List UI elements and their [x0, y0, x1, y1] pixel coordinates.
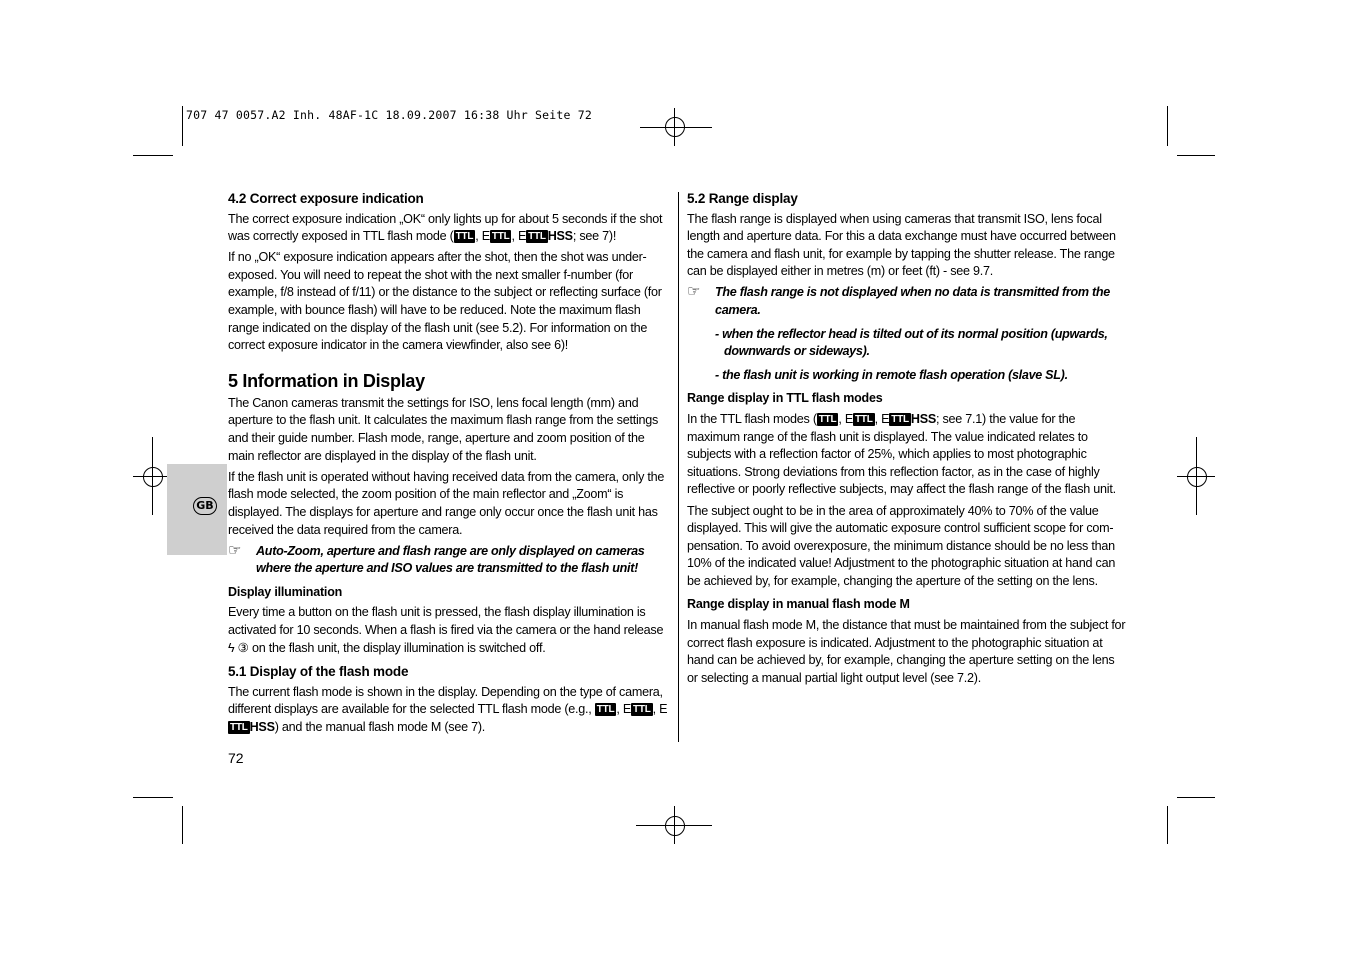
ttl-badge-icon: TTL	[528, 231, 546, 243]
note: ☞ The flash range is not displayed when no data is transmitted from the camera.	[687, 283, 1110, 318]
note: ☞ Auto-Zoom, aperture and flash range are only displayed on cameras where the aperture and ISO values are transmitted to the flash unit!	[228, 541, 645, 576]
language-badge: GB	[193, 497, 217, 515]
section-heading: 5.2 Range display	[687, 191, 798, 206]
ttl-badge-icon: TTL	[455, 231, 474, 243]
registration-mark-icon	[143, 467, 163, 487]
paragraph: If the flash unit is operated without having received data from the camera, only the flash mode selected, the zoom position of the main reflector and „Zoom“ is displayed. The displays for aperture and range only occur once the flash unit has received the data required from the camera.	[228, 469, 665, 537]
left-column	[228, 190, 672, 740]
paragraph: The subject ought to be in the area of approximately 40% to 70% of the value displayed. This will give the automatic exposure control sufficient scope for com-pensation. To avoid overexposure, the minimum distance should be no less than 10% of the indicated value! Adjustment to the photographic situation at hand can be achieved by, for example, changing the aperture of the setting on the lens.	[687, 503, 1116, 588]
paragraph: The current flash mode is shown in the display. Depending on the type of camera, different displays are available for the selected TTL flash mode (e.g., TTL , E TTL , ETTL HSS) and the manual flash mode M (see 7).	[228, 684, 668, 734]
ttl-badge-icon: TTL	[818, 414, 837, 426]
note-list-item: - the flash unit is working in remote flash operation (slave SL).	[715, 367, 1068, 382]
circled-number-icon: ③	[237, 640, 249, 655]
ttl-badge-icon: TTL	[596, 704, 615, 716]
pointing-hand-icon: ☞	[687, 283, 701, 301]
column-divider	[678, 192, 679, 742]
page-number: 72	[228, 750, 244, 766]
paragraph: Every time a button on the flash unit is pressed, the flash display illumination is activated for 10 seconds. When a flash is fired via the camera or the hand release ϟ ③ on the flash unit, the display illumination is switched off.	[228, 605, 664, 655]
crop-mark	[133, 155, 173, 156]
chapter-heading: 5 Information in Display	[228, 370, 425, 391]
crop-mark	[1167, 806, 1168, 844]
crop-mark	[1167, 106, 1168, 146]
registration-mark-icon	[665, 816, 685, 836]
ttl-badge-icon: TTL	[855, 414, 873, 426]
pointing-hand-icon: ☞	[228, 541, 242, 559]
paragraph: The correct exposure indication „OK“ only lights up for about 5 seconds if the shot was correctly exposed in TTL flash mode ( TTL , E TTL , E TTL HSS; see 7)!	[228, 211, 663, 244]
registration-mark-icon	[1187, 467, 1207, 487]
ttl-badge-icon: TTL	[891, 414, 909, 426]
ttl-badge-icon: TTL	[633, 704, 651, 716]
section-heading: 5.1 Display of the flash mode	[228, 664, 409, 680]
section-heading: 4.2 Correct exposure indication	[228, 191, 424, 206]
crop-mark	[182, 806, 183, 844]
paragraph: In manual flash mode M, the distance that must be maintained from the subject for correct flash exposure is indicated. Adjustment to the photographic situation at hand can be achieved by, for example, changing the aperture setting on the lens or selecting a manual partial light output level (see 7.2).	[687, 618, 1126, 685]
subsection-heading: Range display in TTL flash modes	[687, 391, 883, 406]
ttl-badge-icon: TTL	[230, 721, 248, 733]
paragraph: If no „OK“ exposure indication appears after the shot, then the shot was under-exposed. You will need to repeat the shot with the next smaller f-number (for example, f/8 instead of f/11) or the distance to the subject or reflecting surface (for example, with bounce flash) will have to be reduced. Note the maximum flash range indicated on the display of the flash unit (see 5.2). For information on the correct exposure indicator in the camera viewfinder, also see 6)!	[228, 250, 662, 353]
print-slug: 707 47 0057.A2 Inh. 48AF-1C 18.09.2007 16:38 Uhr Seite 72	[186, 108, 593, 122]
flash-bolt-icon: ϟ	[228, 640, 235, 655]
crop-mark	[1177, 797, 1215, 798]
subsection-heading: Range display in manual flash mode M	[687, 597, 910, 612]
right-column	[687, 190, 1127, 691]
paragraph: The Canon cameras transmit the settings for ISO, lens focal length (mm) and aperture to the flash unit. It calculates the maximum flash range from the settings and their guide number. Flash mode, range, aperture and zoom position of the main reflector are displayed in the display of the flash unit.	[228, 395, 659, 463]
note-list-item: - when the reflector head is tilted out of its normal position (upwards, downwards or sideways).	[715, 326, 1108, 359]
crop-mark	[182, 106, 183, 146]
ttl-badge-icon: TTL	[491, 231, 510, 243]
crop-mark	[133, 797, 173, 798]
paragraph: The flash range is displayed when using cameras that transmit ISO, lens focal length and aperture data. For this a data exchange must have occurred between the camera and flash unit, for example by tapping the shutter release. The range can be displayed either in metres (m) or feet (ft) - see 9.7.	[687, 211, 1116, 279]
registration-mark-icon	[665, 117, 685, 137]
subsection-heading: Display illumination	[228, 584, 343, 599]
paragraph: In the TTL flash modes ( TTL , E TTL , E TTL HSS; see 7.1) the value for the maximum range of the flash unit is displayed. The value indicated relates to subjects with a reflection factor of 25%, which applies to most photographic situations. Strong deviations from this reflection factor, as in the case of highly reflective or poorly reflective subjects, may affect the flash range of the flash unit.	[687, 412, 1116, 497]
crop-mark	[1177, 155, 1215, 156]
